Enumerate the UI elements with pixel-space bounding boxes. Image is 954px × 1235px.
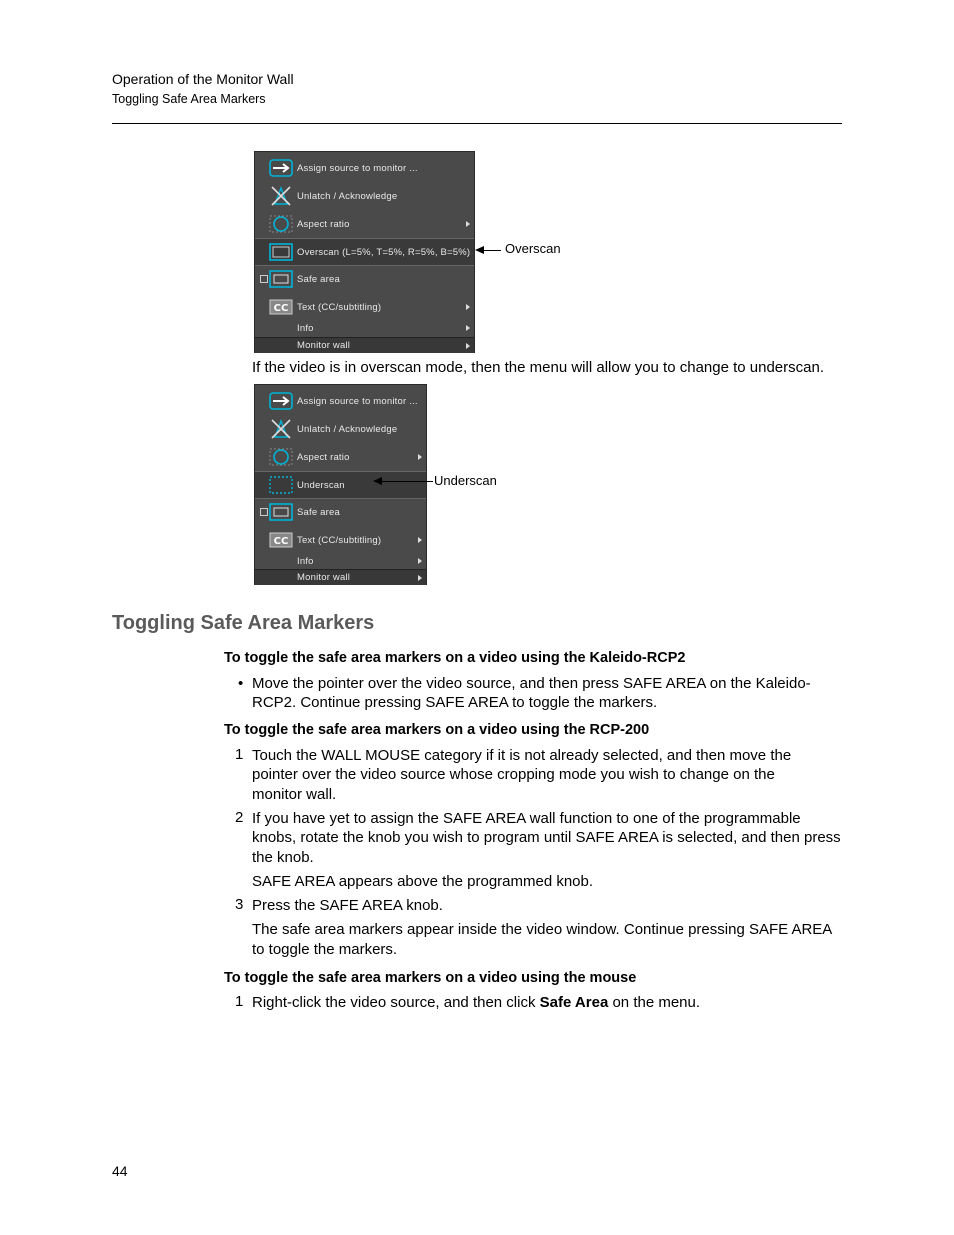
step-line: knobs, rotate the knob you wish to program until SAFE AREA is selected, and then press xyxy=(252,829,841,846)
menu-item-label: Unlatch / Acknowledge xyxy=(297,190,398,202)
menu-item-aspect-ratio[interactable] xyxy=(255,445,426,469)
header-rule xyxy=(112,123,842,124)
menu-item-label: Monitor wall xyxy=(297,572,351,583)
underscan-icon xyxy=(269,475,293,495)
procedure-heading-mouse: To toggle the safe area markers on a video using the mouse xyxy=(224,970,637,986)
step-line: Press the SAFE AREA knob. xyxy=(252,897,443,914)
menu-item-safe-area[interactable] xyxy=(255,267,474,291)
callout-line xyxy=(381,481,433,482)
submenu-arrow-icon xyxy=(418,558,422,564)
menu-item-label: Info xyxy=(297,555,314,567)
menu-item-aspect-ratio[interactable] xyxy=(255,212,474,236)
step-line: pointer over the video source whose cropping mode you wish to change on the xyxy=(252,766,775,783)
context-menu-overscan xyxy=(254,151,475,353)
unlatch-icon xyxy=(269,186,293,206)
step-line: If you have yet to assign the SAFE AREA wall function to one of the programmable xyxy=(252,810,801,827)
menu-item-label: Safe area xyxy=(297,506,340,518)
procedure-heading-rcp2: To toggle the safe area markers on a video using the Kaleido-RCP2 xyxy=(224,650,686,666)
page-number: 44 xyxy=(112,1163,128,1179)
step-result: SAFE AREA appears above the programmed knob. xyxy=(252,873,594,890)
safe-area-icon xyxy=(269,269,293,289)
closed-caption-icon xyxy=(269,530,293,550)
submenu-arrow-icon xyxy=(466,304,470,310)
menu-item-underscan[interactable] xyxy=(255,471,426,499)
menu-item-text-cc[interactable] xyxy=(255,528,426,552)
menu-item-label: Aspect ratio xyxy=(297,218,350,230)
aspect-ratio-icon xyxy=(269,214,293,234)
closed-caption-icon xyxy=(269,297,293,317)
step-number: 2 xyxy=(235,809,244,826)
assign-source-icon xyxy=(269,391,293,411)
menu-item-assign-source[interactable] xyxy=(255,389,426,413)
menu-item-monitor-wall[interactable] xyxy=(255,569,426,585)
step-number: 1 xyxy=(235,746,244,763)
menu-item-label: Assign source to monitor ... xyxy=(297,395,418,407)
menu-item-label: Info xyxy=(297,322,314,334)
menu-item-label: Monitor wall xyxy=(297,340,351,351)
step-text: Right-click the video source, and then click xyxy=(252,994,540,1011)
menu-item-label: Aspect ratio xyxy=(297,451,350,463)
running-header-chapter: Operation of the Monitor Wall xyxy=(112,71,294,87)
svg-text:CC: CC xyxy=(273,303,289,314)
menu-item-label: Overscan (L=5%, T=5%, R=5%, B=5%) xyxy=(297,246,471,258)
step-result: to toggle the markers. xyxy=(252,941,398,958)
step-number: 1 xyxy=(235,993,244,1010)
unlatch-icon xyxy=(269,419,293,439)
submenu-arrow-icon xyxy=(466,221,470,227)
menu-item-info[interactable] xyxy=(255,553,426,569)
bullet-symbol: • xyxy=(238,675,244,692)
svg-text:CC: CC xyxy=(273,536,289,547)
submenu-arrow-icon xyxy=(418,575,422,581)
step-text: on the menu. xyxy=(608,994,701,1011)
menu-item-label: Safe area xyxy=(297,273,340,285)
step-line xyxy=(252,993,700,1013)
paragraph-overscan-note: If the video is in overscan mode, then the menu will allow you to change to underscan. xyxy=(252,359,824,376)
menu-item-label: Text (CC/subtitling) xyxy=(297,534,382,546)
step-number: 3 xyxy=(235,896,244,913)
bullet-line: Move the pointer over the video source, and then press SAFE AREA on the Kaleido- xyxy=(252,675,811,692)
callout-line xyxy=(483,250,501,251)
bullet-line: RCP2. Continue pressing SAFE AREA to toggle the markers. xyxy=(252,694,658,711)
aspect-ratio-icon xyxy=(269,447,293,467)
callout-underscan: Underscan xyxy=(434,473,497,488)
step-result: The safe area markers appear inside the video window. Continue pressing SAFE AREA xyxy=(252,921,833,938)
step-line: the knob. xyxy=(252,849,314,866)
ui-term-safe-area: Safe Area xyxy=(539,994,609,1011)
menu-item-monitor-wall[interactable] xyxy=(255,337,474,353)
submenu-arrow-icon xyxy=(466,343,470,349)
menu-item-info[interactable] xyxy=(255,320,474,336)
overscan-icon xyxy=(269,242,293,262)
submenu-arrow-icon xyxy=(418,454,422,460)
step-line: monitor wall. xyxy=(252,786,337,803)
menu-item-label: Unlatch / Acknowledge xyxy=(297,423,398,435)
section-title: Toggling Safe Area Markers xyxy=(112,612,375,634)
menu-item-overscan[interactable] xyxy=(255,238,474,266)
menu-item-label: Assign source to monitor ... xyxy=(297,162,418,174)
procedure-heading-rcp200: To toggle the safe area markers on a video using the RCP-200 xyxy=(224,722,650,738)
menu-item-assign-source[interactable] xyxy=(255,156,474,180)
menu-item-text-cc[interactable] xyxy=(255,295,474,319)
checkbox-icon[interactable] xyxy=(260,275,268,283)
submenu-arrow-icon xyxy=(418,537,422,543)
step-line: Touch the WALL MOUSE category if it is not already selected, and then move the xyxy=(252,747,792,764)
callout-overscan: Overscan xyxy=(505,241,561,256)
menu-item-unlatch[interactable] xyxy=(255,184,474,208)
menu-item-safe-area[interactable] xyxy=(255,500,426,524)
menu-item-unlatch[interactable] xyxy=(255,417,426,441)
menu-item-label: Underscan xyxy=(297,479,345,491)
context-menu-underscan xyxy=(254,384,427,585)
checkbox-icon[interactable] xyxy=(260,508,268,516)
submenu-arrow-icon xyxy=(466,325,470,331)
menu-item-label: Text (CC/subtitling) xyxy=(297,301,382,313)
safe-area-icon xyxy=(269,502,293,522)
running-header-section: Toggling Safe Area Markers xyxy=(112,92,266,106)
assign-source-icon xyxy=(269,158,293,178)
